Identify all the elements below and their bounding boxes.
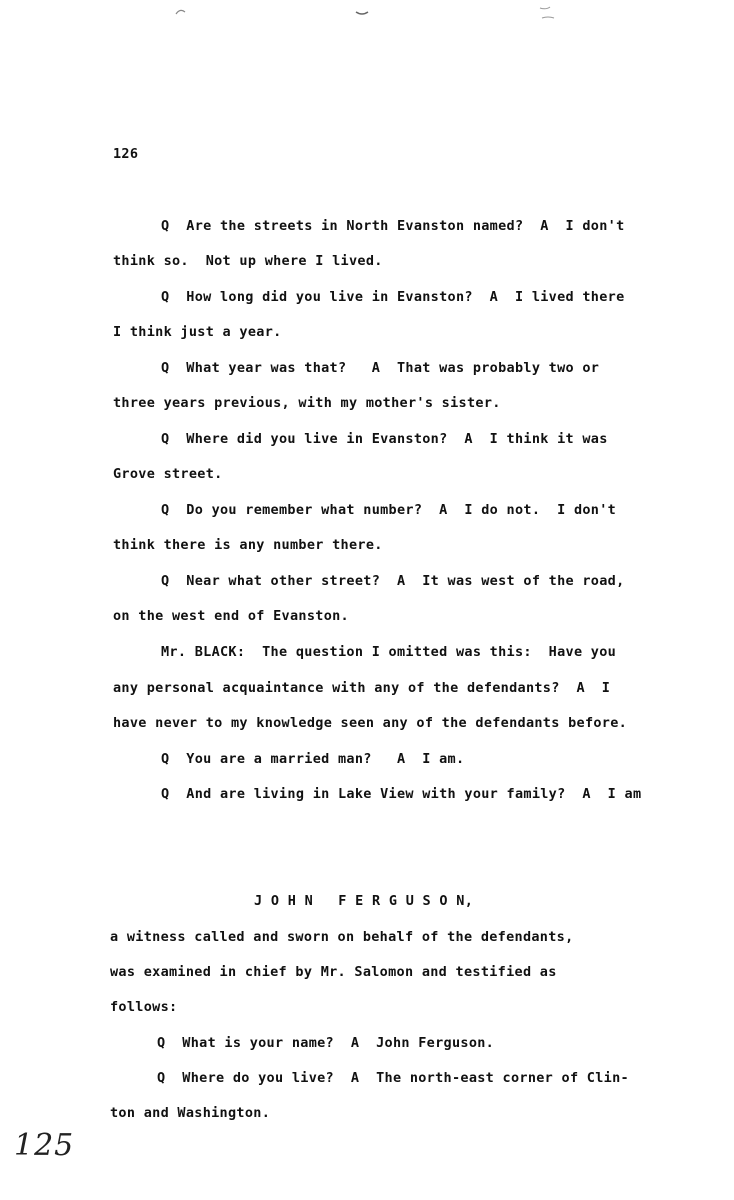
transcript-line: on the west end of Evanston. — [113, 608, 349, 624]
transcript-line: Mr. BLACK: The question I omitted was this: Have you — [161, 644, 617, 660]
page-number: 126 — [113, 146, 139, 162]
witness-heading: J O H N F E R G U S O N, — [254, 893, 474, 909]
transcript-line: Q Where did you live in Evanston? A I think it was — [161, 431, 608, 447]
scan-speck-marks — [0, 0, 734, 30]
transcript-line: think so. Not up where I lived. — [113, 253, 383, 269]
transcript-line: was examined in chief by Mr. Salomon and testified as — [110, 964, 557, 980]
transcript-line: Q Near what other street? A It was west of the road, — [161, 573, 625, 589]
transcript-line: I think just a year. — [113, 324, 282, 340]
handwritten-page-number: 125 — [14, 1128, 75, 1163]
transcript-line: a witness called and sworn on behalf of the defendants, — [110, 929, 574, 945]
transcript-line: Q How long did you live in Evanston? A I lived there — [161, 289, 625, 305]
transcript-line: Q Do you remember what number? A I do not. I don't — [161, 502, 617, 518]
transcript-line: Q And are living in Lake View with your family? A I am — [161, 786, 642, 802]
transcript-line: Grove street. — [113, 466, 223, 482]
transcript-line: follows: — [110, 999, 178, 1015]
transcript-line: think there is any number there. — [113, 537, 383, 553]
transcript-line: Q Where do you live? A The north-east corner of Clin- — [157, 1070, 629, 1086]
transcript-line: Q You are a married man? A I am. — [161, 751, 465, 767]
transcript-line: Q What is your name? A John Ferguson. — [157, 1035, 495, 1051]
transcript-line: Q What year was that? A That was probably two or — [161, 360, 600, 376]
transcript-line: have never to my knowledge seen any of the defendants before. — [113, 715, 628, 731]
transcript-line: any personal acquaintance with any of the defendants? A I — [113, 680, 611, 696]
transcript-line: ton and Washington. — [110, 1105, 271, 1121]
transcript-line: three years previous, with my mother's sister. — [113, 395, 501, 411]
transcript-line: Q Are the streets in North Evanston named? A I don't — [161, 218, 625, 234]
